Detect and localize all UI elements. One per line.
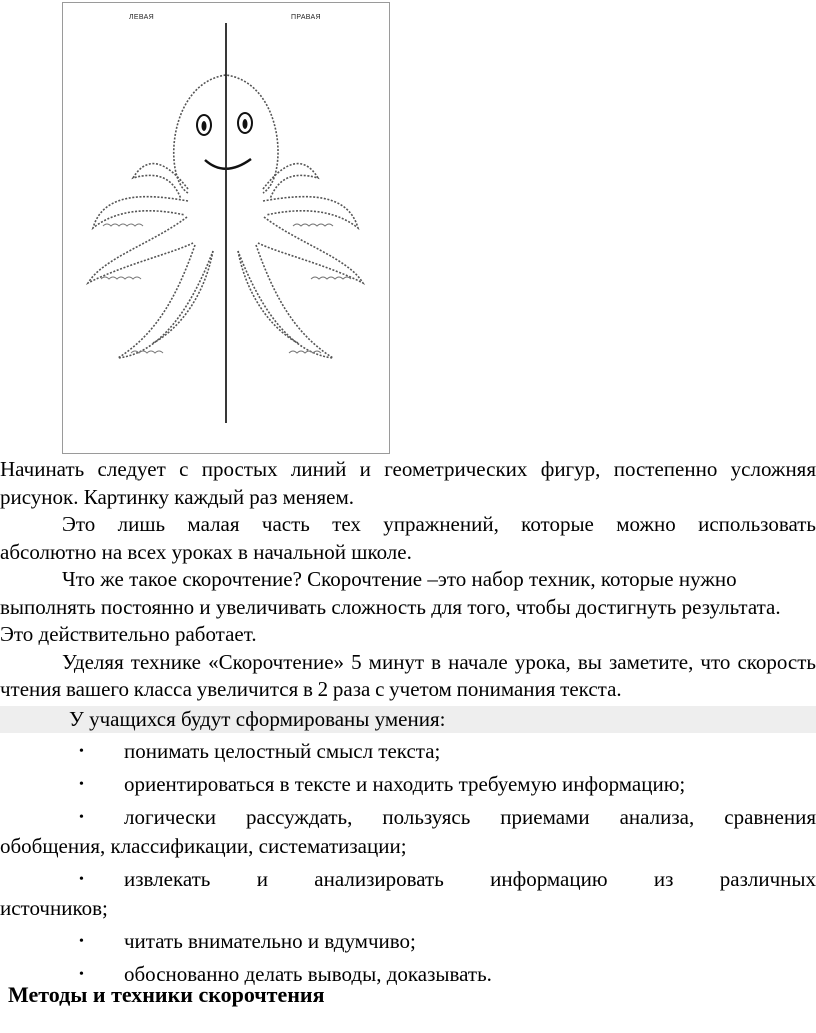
paragraph-5: У учащихся будут сформированы умения: (0, 706, 816, 734)
list-item: • читать внимательно и вдумчиво; (0, 927, 816, 956)
bullet-icon: • (79, 872, 84, 887)
list-item: • понимать целостный смысл текста; (0, 737, 816, 766)
bullet-icon: • (79, 777, 84, 792)
bullet-icon: • (79, 967, 84, 982)
bullet-icon: • (79, 744, 84, 759)
paragraph-4: Уделяя технике «Скорочтение» 5 минут в начале урока, вы заметите, что скорость чтения вашего класса увеличится в 2 раза с учетом понимания текста. (0, 649, 816, 701)
list-item: • обоснованно делать выводы, доказывать. (0, 960, 816, 989)
document-body (0, 456, 816, 993)
paragraph-2-line-2: абсолютно на всех уроках в начальной школе. (0, 539, 412, 564)
section-heading: Методы и техники скорочтения (8, 982, 325, 1007)
list-item: • извлекать и анализировать информацию из различных источников; (0, 867, 816, 920)
paragraph-1: Начинать следует с простых линий и геометрических фигур, постепенно усложняя рисунок. Картинку каждый раз меняем. (0, 457, 816, 509)
skills-list (0, 737, 816, 989)
paragraph-2-line-1: Это лишь малая часть тех упражнений, которые можно использовать (62, 512, 816, 536)
octopus-drawing (63, 3, 391, 455)
bullet-icon: • (79, 934, 84, 949)
bullet-icon: • (79, 810, 84, 825)
label-right: ПРАВАЯ (291, 14, 321, 21)
paragraph-3: Что же такое скорочтение? Скорочтение –это набор техник, которые нужно выполнять постоянно и увеличивать сложность для того, чтобы достигнуть результата. Это действительно работает. (0, 567, 781, 646)
smile (205, 159, 251, 169)
list-item: • логически рассуждать, пользуясь приемами анализа, сравнения обобщения, классификации, систематизации; (0, 805, 816, 858)
octopus-worksheet-image (62, 2, 390, 454)
list-item: • ориентироваться в тексте и находить требуемую информацию; (0, 770, 816, 799)
label-left: ЛЕВАЯ (129, 14, 154, 21)
